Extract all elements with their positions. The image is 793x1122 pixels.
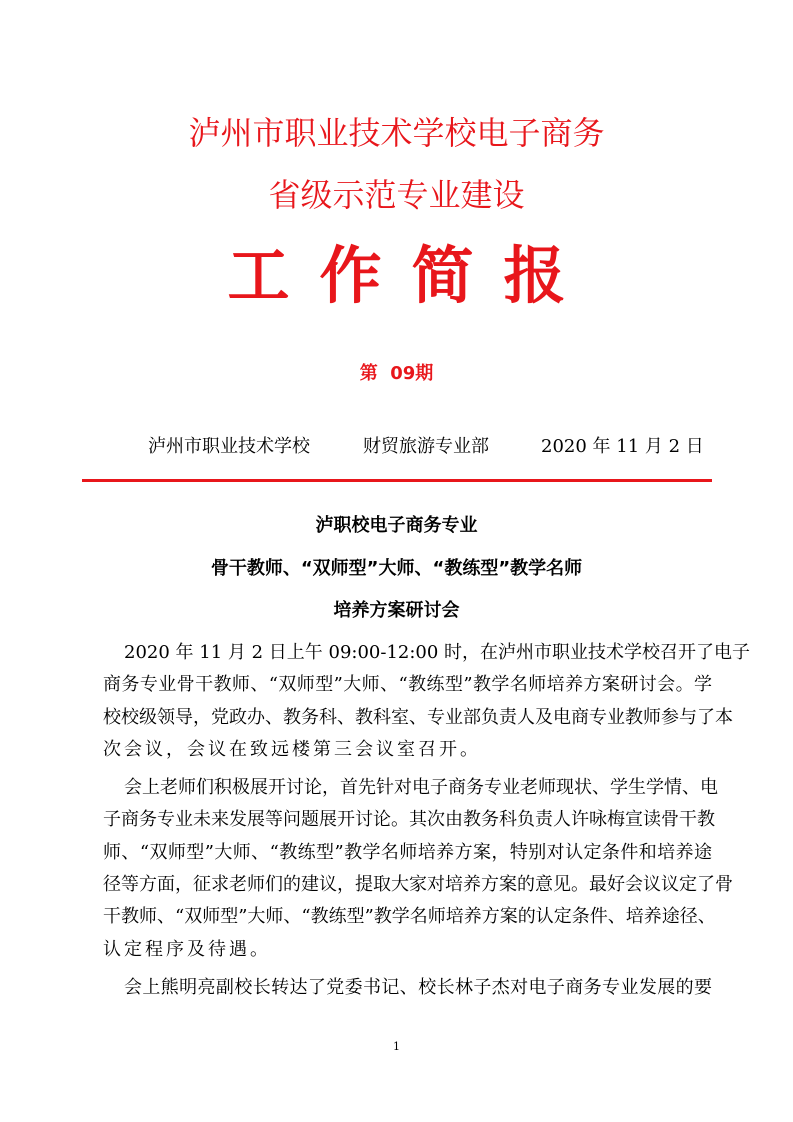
title-main: 工作简报 [227,239,596,312]
body-line: 商务专业骨干教师、“双师型”大师、“教练型”教学名师培养方案研讨会。学 [103,674,712,695]
body-line: 会上熊明亮副校长转达了党委书记、校长林子杰对电子商务专业发展的要 [124,977,712,998]
article-heading-2: 骨干教师、“双师型”大师、“教练型”教学名师 [210,558,583,579]
body-line: 认定程序及待遇。 [103,939,271,960]
school-name: 泸州市职业技术学校 [148,436,310,457]
body-line: 干教师、“双师型”大师、“教练型”教学名师培养方案的认定条件、培养途径、 [103,906,716,927]
body-line: 径等方面，征求老师们的建议，提取大家对培养方案的意见。最好会议议定了骨 [103,874,733,895]
article-heading-1: 泸职校电子商务专业 [315,515,478,536]
issue-date: 2020 年 11 月 2 日 [541,436,704,457]
body-line: 校校级领导，党政办、教务科、教科室、专业部负责人及电商专业教师参与了本 [103,707,733,728]
body-line: 子商务专业未来发展等问题展开讨论。其次由教务科负责人许咏梅宣读骨干教 [103,809,715,830]
article-heading-3: 培养方案研讨会 [333,600,460,621]
title-line-2: 省级示范专业建设 [268,176,525,214]
body-line: 会上老师们积极展开讨论，首先针对电子商务专业老师现状、学生学情、电 [124,777,718,798]
title-line-1: 泸州市职业技术学校电子商务 [188,114,605,152]
red-divider [82,479,712,482]
department-name: 财贸旅游专业部 [363,436,489,457]
issue-number: 第 09期 [359,363,434,384]
body-line: 2020 年 11 月 2 日上午 09:00-12:00 时，在泸州市职业技术学校召开了电子 [124,642,751,663]
page-number: 1 [393,1040,400,1053]
body-line: 次会议，会议在致远楼第三会议室召开。 [103,739,481,760]
body-line: 师、“双师型”大师、“教练型”教学名师培养方案，特别对认定条件和培养途 [103,842,712,863]
